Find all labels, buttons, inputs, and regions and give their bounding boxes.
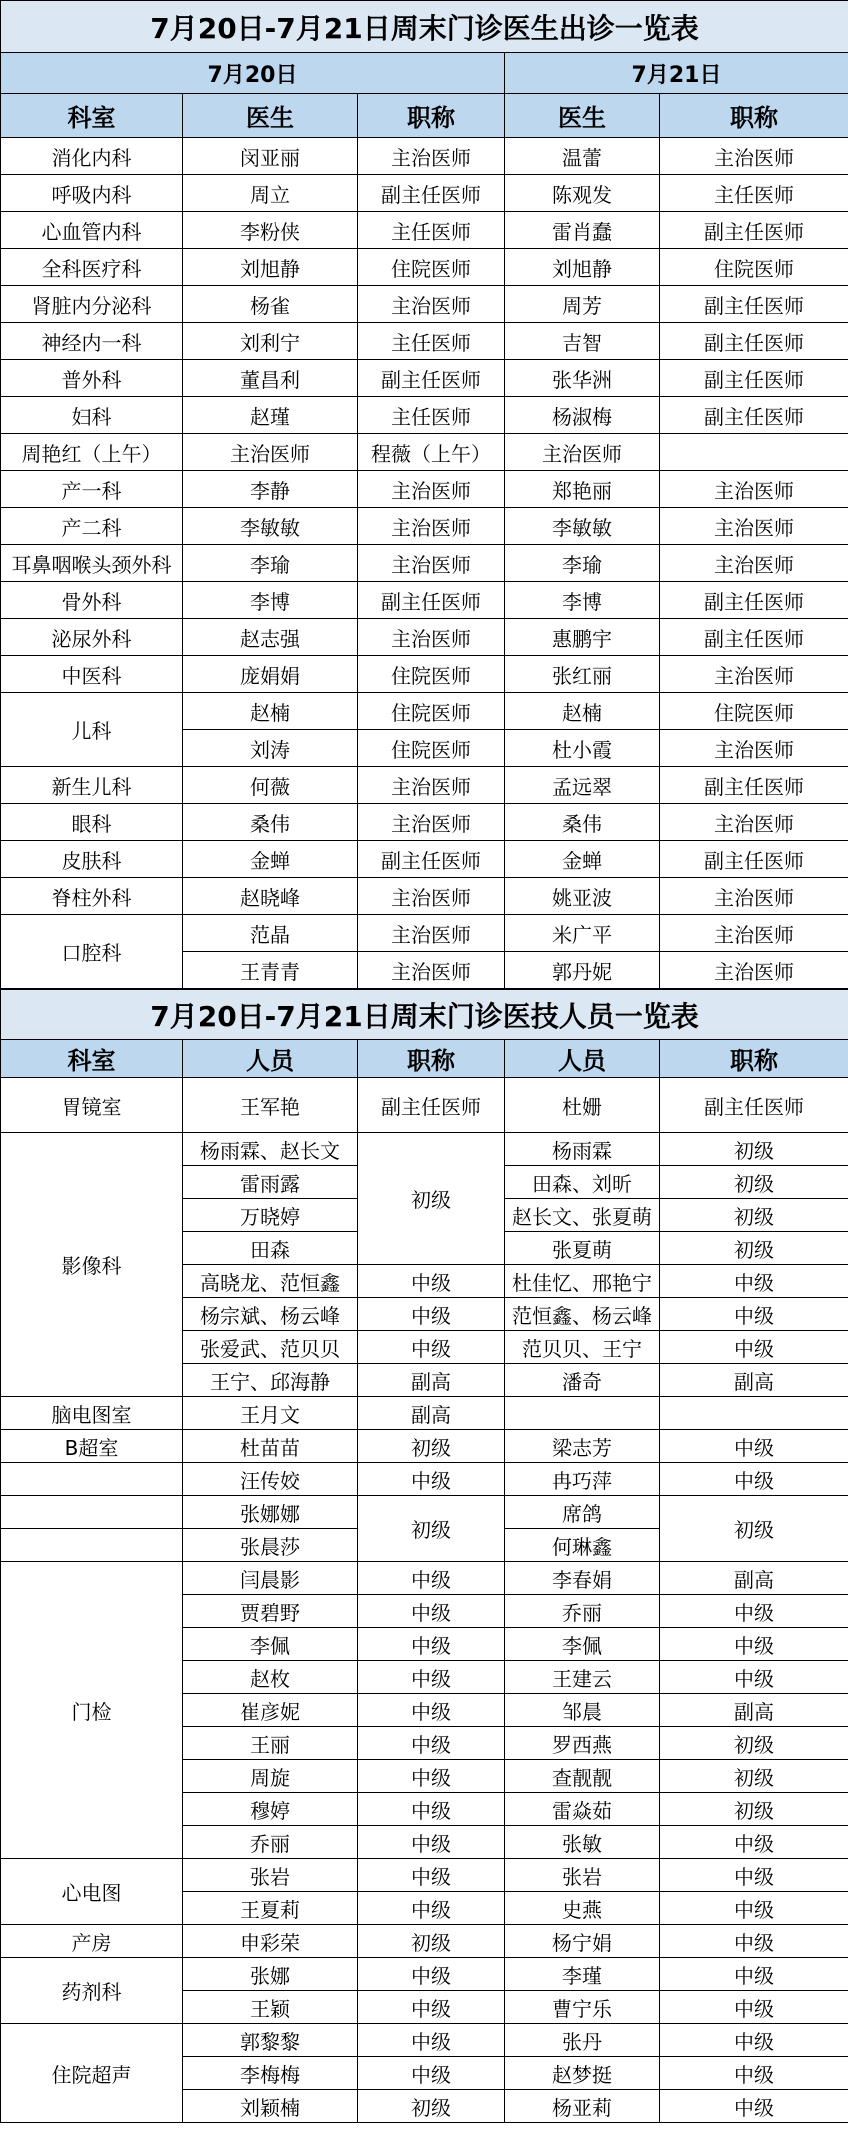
cell-title-day1: 主治医师 — [358, 915, 505, 952]
cell-title-day2: 初级 — [660, 1793, 848, 1826]
cell-person-day2: 吉智 — [505, 323, 660, 360]
cell-title-day1: 主治医师 — [358, 508, 505, 545]
cell-person-day1: 田森 — [183, 1232, 358, 1265]
cell-person-day1: 赵瑾 — [183, 397, 358, 434]
cell-person-day1: 金蝉 — [183, 841, 358, 878]
cell-dept: 门检 — [1, 1562, 183, 1859]
cell-dept: 产一科 — [1, 471, 183, 508]
cell-person-day1: 王颖 — [183, 1991, 358, 2024]
cell-title-day2: 中级 — [660, 1430, 848, 1463]
cell-dept: 儿科 — [1, 693, 183, 767]
cell-dept: 脑电图室 — [1, 1397, 183, 1430]
table-row — [1, 878, 848, 915]
cell-title-day2: 主治医师 — [660, 952, 848, 989]
cell-person-day2: 李瑾 — [505, 1958, 660, 1991]
cell-title-day1: 住院医师 — [358, 249, 505, 286]
table-row — [1, 323, 848, 360]
cell-person-day2: 桑伟 — [505, 804, 660, 841]
cell-person-day2: 曹宁乐 — [505, 1991, 660, 2024]
cell-title-day1: 中级 — [358, 1859, 505, 1892]
day1-header: 7月20日 — [1, 53, 505, 94]
cell-person-day1: 高晓龙、范恒鑫 — [183, 1265, 358, 1298]
table-row — [1, 397, 848, 434]
cell-person-day2: 李敏敏 — [505, 508, 660, 545]
cell-title-day1: 主任医师 — [358, 397, 505, 434]
cell-title-day2: 住院医师 — [660, 693, 848, 730]
cell-person-day2: 金蝉 — [505, 841, 660, 878]
cell-person-day2: 邹晨 — [505, 1694, 660, 1727]
cell-person-day1: 贾碧野 — [183, 1595, 358, 1628]
cell-title-day1: 主治医师 — [358, 952, 505, 989]
cell-person-day2: 杨雨霖 — [505, 1133, 660, 1166]
cell-title-day2 — [660, 1397, 848, 1430]
cell-title-day2: 中级 — [660, 1595, 848, 1628]
cell-title-day1: 中级 — [358, 1661, 505, 1694]
cell-title-day2: 初级 — [660, 1496, 848, 1562]
cell-person-day2: 郑艳丽 — [505, 471, 660, 508]
cell-person-day2: 赵长文、张夏萌 — [505, 1199, 660, 1232]
cell-person-day1: 董昌利 — [183, 360, 358, 397]
doctors-column-headers — [1, 94, 848, 138]
cell-person-day2: 张敏 — [505, 1826, 660, 1859]
table-row — [1, 804, 848, 841]
cell-title-day2: 副主任医师 — [660, 1078, 848, 1133]
cell-person-day1: 崔彦妮 — [183, 1694, 358, 1727]
cell-person-day1: 庞娟娟 — [183, 656, 358, 693]
cell-title-day1: 主治医师 — [358, 878, 505, 915]
cell-title-day2: 主治医师 — [660, 545, 848, 582]
cell-person-day1: 闫晨影 — [183, 1562, 358, 1595]
cell-dept: 肾脏内分泌科 — [1, 286, 183, 323]
cell-person-day2: 陈观发 — [505, 175, 660, 212]
cell-person-day2: 潘奇 — [505, 1364, 660, 1397]
cell-person-day2: 郭丹妮 — [505, 952, 660, 989]
cell-dept: 骨外科 — [1, 582, 183, 619]
cell-title-day1: 副主任医师 — [358, 841, 505, 878]
cell-person-day2: 张华洲 — [505, 360, 660, 397]
cell-title-day2: 副主任医师 — [660, 286, 848, 323]
cell-title-day2: 主治医师 — [505, 434, 660, 471]
cell-title-day1: 住院医师 — [358, 656, 505, 693]
cell-title-day2: 中级 — [660, 1265, 848, 1298]
cell-title-day2: 主治医师 — [660, 471, 848, 508]
cell-title-day2: 主治医师 — [660, 656, 848, 693]
cell-title-day1: 中级 — [358, 1562, 505, 1595]
cell-dept: 神经内一科 — [1, 323, 183, 360]
cell-title-day2: 主任医师 — [660, 175, 848, 212]
table-row — [1, 249, 848, 286]
table-row — [1, 767, 848, 804]
cell-dept: 影像科 — [1, 1133, 183, 1397]
cell-title-day1: 主治医师 — [358, 471, 505, 508]
table-row — [1, 1078, 848, 1133]
cell-title-day2: 中级 — [660, 1463, 848, 1496]
cell-title-day1: 中级 — [358, 1991, 505, 2024]
col-header-title-day2: 职称 — [660, 94, 848, 138]
cell-title-day1: 中级 — [358, 1958, 505, 1991]
cell-person-day2: 杜姗 — [505, 1078, 660, 1133]
cell-person-day1: 桑伟 — [183, 804, 358, 841]
cell-person-day2: 姚亚波 — [505, 878, 660, 915]
cell-person-day2: 周芳 — [505, 286, 660, 323]
cell-dept: 药剂科 — [1, 1958, 183, 2024]
cell-person-day2: 雷肖蠢 — [505, 212, 660, 249]
cell-person-day2: 赵楠 — [505, 693, 660, 730]
cell-dept: 住院超声 — [1, 2024, 183, 2123]
table-row — [1, 656, 848, 693]
cell-title-day2: 副主任医师 — [660, 212, 848, 249]
cell-person-day1: 穆婷 — [183, 1793, 358, 1826]
cell-title-day2: 副主任医师 — [660, 397, 848, 434]
cell-title-day2: 中级 — [660, 2057, 848, 2090]
cell-person-day1: 张岩 — [183, 1859, 358, 1892]
col-header-staff-day1: 人员 — [183, 1040, 358, 1078]
cell-person-day2: 杜佳忆、邢艳宁 — [505, 1265, 660, 1298]
cell-title-day2: 副主任医师 — [660, 360, 848, 397]
cell-person-day2: 温蕾 — [505, 138, 660, 175]
cell-title-day2: 中级 — [660, 1859, 848, 1892]
cell-person-day2: 乔丽 — [505, 1595, 660, 1628]
cell-person-day2: 赵梦挺 — [505, 2057, 660, 2090]
cell-title-day1: 主治医师 — [358, 619, 505, 656]
cell-person-day2: 李佩 — [505, 1628, 660, 1661]
cell-dept: 口腔科 — [1, 915, 183, 989]
cell-dept: 普外科 — [1, 360, 183, 397]
cell-person-day1: 周艳红（上午） — [1, 434, 183, 471]
cell-title-day1: 中级 — [358, 2057, 505, 2090]
table-row — [1, 545, 848, 582]
cell-title-day2: 主治医师 — [660, 730, 848, 767]
cell-title-day1: 主治医师 — [358, 286, 505, 323]
cell-person-day2: 史燕 — [505, 1892, 660, 1925]
cell-person-day1: 赵枚 — [183, 1661, 358, 1694]
cell-title-day1: 主任医师 — [358, 323, 505, 360]
cell-title-day2: 副主任医师 — [660, 767, 848, 804]
table-row — [1, 582, 848, 619]
table-row — [1, 508, 848, 545]
cell-title-day2: 初级 — [660, 1199, 848, 1232]
cell-title-day2: 副主任医师 — [660, 841, 848, 878]
table-row — [1, 915, 848, 952]
col-header-title-day1: 职称 — [358, 94, 505, 138]
cell-title-day2: 中级 — [660, 1958, 848, 1991]
cell-title-day2: 副主任医师 — [660, 323, 848, 360]
cell-person-day2: 张夏萌 — [505, 1232, 660, 1265]
cell-title-day2: 中级 — [660, 2090, 848, 2123]
cell-title-day2: 主治医师 — [660, 138, 848, 175]
cell-person-day1: 杨雨霖、赵长文 — [183, 1133, 358, 1166]
cell-dept: 胃镜室 — [1, 1078, 183, 1133]
cell-title-day1: 初级 — [358, 1496, 505, 1562]
table-row — [1, 138, 848, 175]
col-header-title-day2: 职称 — [660, 1040, 848, 1078]
cell-dept: 中医科 — [1, 656, 183, 693]
cell-title-day1: 中级 — [358, 1628, 505, 1661]
cell-title-day1: 副主任医师 — [358, 175, 505, 212]
cell-person-day2: 孟远翠 — [505, 767, 660, 804]
cell-title-day1: 主治医师 — [358, 804, 505, 841]
table-row — [1, 1397, 848, 1430]
cell-person-day1: 李敏敏 — [183, 508, 358, 545]
table-row — [1, 1925, 848, 1958]
cell-person-day1: 张爱武、范贝贝 — [183, 1331, 358, 1364]
cell-person-day2: 罗西燕 — [505, 1727, 660, 1760]
cell-person-day2: 范贝贝、王宁 — [505, 1331, 660, 1364]
cell-person-day2: 杨宁娟 — [505, 1925, 660, 1958]
cell-title-day1: 住院医师 — [358, 730, 505, 767]
cell-person-day1: 王丽 — [183, 1727, 358, 1760]
cell-title-day1: 副主任医师 — [358, 1078, 505, 1133]
cell-dept: 全科医疗科 — [1, 249, 183, 286]
cell-title-day2: 中级 — [660, 1991, 848, 2024]
cell-title-day1: 主治医师 — [358, 767, 505, 804]
cell-person-day1: 刘利宁 — [183, 323, 358, 360]
cell-person-day1: 杨宗斌、杨云峰 — [183, 1298, 358, 1331]
cell-person-day1: 王军艳 — [183, 1078, 358, 1133]
cell-person-day2: 李春娟 — [505, 1562, 660, 1595]
doctors-table-title: 7月20日-7月21日周末门诊医生出诊一览表 — [1, 1, 848, 53]
tech-staff-table — [0, 989, 848, 2123]
cell-person-day2: 惠鹏宇 — [505, 619, 660, 656]
cell-title-day1: 中级 — [358, 1298, 505, 1331]
cell-title-day2: 副高 — [660, 1694, 848, 1727]
cell-person-day2: 席鸽 — [505, 1496, 660, 1529]
table-row — [1, 1958, 848, 1991]
cell-person-day2: 杨亚莉 — [505, 2090, 660, 2123]
cell-person-day1: 刘涛 — [183, 730, 358, 767]
cell-title-day1: 中级 — [358, 1727, 505, 1760]
table-row — [1, 1430, 848, 1463]
table-row — [1, 212, 848, 249]
cell-dept: 耳鼻咽喉头颈外科 — [1, 545, 183, 582]
table-row — [1, 175, 848, 212]
cell-title-day1: 初级 — [358, 2090, 505, 2123]
cell-title-day2: 主治医师 — [660, 878, 848, 915]
cell-title-day1: 中级 — [358, 1760, 505, 1793]
cell-person-day2: 范恒鑫、杨云峰 — [505, 1298, 660, 1331]
cell-title-day2: 中级 — [660, 1331, 848, 1364]
cell-person-day1: 赵楠 — [183, 693, 358, 730]
table-row — [1, 286, 848, 323]
cell-person-day1: 何薇 — [183, 767, 358, 804]
cell-title-day2: 住院医师 — [660, 249, 848, 286]
cell-title-day1: 中级 — [358, 1331, 505, 1364]
cell-dept: 妇科 — [1, 397, 183, 434]
cell-person-day2: 李瑜 — [505, 545, 660, 582]
cell-title-day1: 中级 — [358, 1463, 505, 1496]
cell-title-day2: 初级 — [660, 1166, 848, 1199]
cell-person-day1: 李粉侠 — [183, 212, 358, 249]
cell-dept — [1, 1529, 183, 1562]
cell-title-day1: 主治医师 — [358, 138, 505, 175]
cell-person-day1: 刘旭静 — [183, 249, 358, 286]
table-row — [1, 1133, 848, 1166]
cell-person-day1: 申彩荣 — [183, 1925, 358, 1958]
doctors-schedule-table — [0, 0, 848, 989]
cell-title-day2: 主治医师 — [660, 508, 848, 545]
table-row — [1, 619, 848, 656]
cell-dept: 新生儿科 — [1, 767, 183, 804]
cell-title-day1: 中级 — [358, 2024, 505, 2057]
cell-person-day2: 梁志芳 — [505, 1430, 660, 1463]
cell-person-day2: 何琳鑫 — [505, 1529, 660, 1562]
cell-title-day1: 初级 — [358, 1133, 505, 1265]
cell-title-day1: 初级 — [358, 1430, 505, 1463]
cell-title-day1: 中级 — [358, 1694, 505, 1727]
cell-person-day1: 雷雨露 — [183, 1166, 358, 1199]
table-row — [1, 1562, 848, 1595]
day2-header: 7月21日 — [505, 53, 848, 94]
cell-title-day2: 中级 — [660, 2024, 848, 2057]
cell-dept: 产二科 — [1, 508, 183, 545]
cell-person-day2: 张红丽 — [505, 656, 660, 693]
cell-dept: 脊柱外科 — [1, 878, 183, 915]
cell-person-day1: 汪传姣 — [183, 1463, 358, 1496]
cell-person-day2: 张岩 — [505, 1859, 660, 1892]
table-row — [1, 1859, 848, 1892]
table-row — [1, 434, 848, 471]
cell-person-day2: 张丹 — [505, 2024, 660, 2057]
cell-person-day2: 李博 — [505, 582, 660, 619]
table-row — [1, 360, 848, 397]
tech-table-title: 7月20日-7月21日周末门诊医技人员一览表 — [1, 990, 848, 1040]
cell-person-day1: 乔丽 — [183, 1826, 358, 1859]
table-row — [1, 1463, 848, 1496]
cell-person-day1: 张娜娜 — [183, 1496, 358, 1529]
cell-person-day2: 程薇（上午） — [358, 434, 505, 471]
col-header-dept: 科室 — [1, 1040, 183, 1078]
cell-title-day1: 中级 — [358, 1826, 505, 1859]
cell-dept — [1, 1496, 183, 1529]
col-header-doctor-day2: 医生 — [505, 94, 660, 138]
cell-title-day2: 中级 — [660, 1892, 848, 1925]
cell-title-day2: 中级 — [660, 1298, 848, 1331]
cell-person-day1: 赵志强 — [183, 619, 358, 656]
cell-person-day1: 周旋 — [183, 1760, 358, 1793]
cell-title-day1: 中级 — [358, 1892, 505, 1925]
col-header-title-day1: 职称 — [358, 1040, 505, 1078]
col-header-staff-day2: 人员 — [505, 1040, 660, 1078]
cell-title-day1: 副高 — [358, 1397, 505, 1430]
cell-person-day2 — [505, 1397, 660, 1430]
cell-title-day2: 初级 — [660, 1232, 848, 1265]
cell-title-day2: 副主任医师 — [660, 582, 848, 619]
cell-title-day2: 主治医师 — [660, 804, 848, 841]
table-row — [1, 1496, 848, 1529]
cell-person-day1: 张娜 — [183, 1958, 358, 1991]
cell-person-day1: 王夏莉 — [183, 1892, 358, 1925]
cell-title-day1: 中级 — [358, 1595, 505, 1628]
cell-title-day1: 住院医师 — [358, 693, 505, 730]
cell-person-day2: 刘旭静 — [505, 249, 660, 286]
cell-title-day1: 中级 — [358, 1793, 505, 1826]
cell-dept: 心电图 — [1, 1859, 183, 1925]
cell-person-day2: 米广平 — [505, 915, 660, 952]
cell-title-day2: 主治医师 — [660, 915, 848, 952]
cell-person-day1: 周立 — [183, 175, 358, 212]
cell-person-day2: 雷焱茹 — [505, 1793, 660, 1826]
cell-person-day1: 李梅梅 — [183, 2057, 358, 2090]
cell-person-day2: 冉巧萍 — [505, 1463, 660, 1496]
cell-dept: 心血管内科 — [1, 212, 183, 249]
table-row — [1, 693, 848, 730]
cell-title-day1: 副主任医师 — [358, 582, 505, 619]
cell-title-day2: 副主任医师 — [660, 619, 848, 656]
cell-title-day2: 中级 — [660, 1826, 848, 1859]
cell-person-day1: 李佩 — [183, 1628, 358, 1661]
cell-title-day1: 中级 — [358, 1265, 505, 1298]
cell-person-day2: 查靓靓 — [505, 1760, 660, 1793]
cell-person-day1: 范晶 — [183, 915, 358, 952]
cell-title-day2: 中级 — [660, 1925, 848, 1958]
cell-person-day1: 杜苗苗 — [183, 1430, 358, 1463]
cell-title-day2: 中级 — [660, 1661, 848, 1694]
cell-person-day1: 李瑜 — [183, 545, 358, 582]
cell-person-day1: 郭黎黎 — [183, 2024, 358, 2057]
cell-dept: 产房 — [1, 1925, 183, 1958]
cell-dept: 皮肤科 — [1, 841, 183, 878]
cell-person-day1: 李静 — [183, 471, 358, 508]
cell-person-day1: 杨雀 — [183, 286, 358, 323]
cell-person-day1: 闵亚丽 — [183, 138, 358, 175]
cell-dept: 眼科 — [1, 804, 183, 841]
col-header-dept: 科室 — [1, 94, 183, 138]
cell-title-day1: 副高 — [358, 1364, 505, 1397]
cell-person-day1: 李博 — [183, 582, 358, 619]
cell-person-day1: 王月文 — [183, 1397, 358, 1430]
cell-person-day2: 杨淑梅 — [505, 397, 660, 434]
cell-dept: B超室 — [1, 1430, 183, 1463]
cell-dept: 泌尿外科 — [1, 619, 183, 656]
col-header-doctor-day1: 医生 — [183, 94, 358, 138]
cell-dept: 消化内科 — [1, 138, 183, 175]
cell-title-day2: 初级 — [660, 1727, 848, 1760]
cell-person-day1: 万晓婷 — [183, 1199, 358, 1232]
cell-person-day2: 田森、刘昕 — [505, 1166, 660, 1199]
cell-title-day1: 主治医师 — [183, 434, 358, 471]
table-row — [1, 2024, 848, 2057]
cell-person-day1: 张晨莎 — [183, 1529, 358, 1562]
cell-title-day2: 中级 — [660, 1628, 848, 1661]
cell-person-day1: 王青青 — [183, 952, 358, 989]
cell-title-day1: 副主任医师 — [358, 360, 505, 397]
cell-dept: 呼吸内科 — [1, 175, 183, 212]
cell-dept — [1, 1463, 183, 1496]
cell-person-day1: 赵晓峰 — [183, 878, 358, 915]
cell-title-day1: 主任医师 — [358, 212, 505, 249]
cell-title-day2: 初级 — [660, 1760, 848, 1793]
cell-person-day2: 杜小霞 — [505, 730, 660, 767]
cell-person-day2: 王建云 — [505, 1661, 660, 1694]
table-row — [1, 471, 848, 508]
cell-title-day2: 副高 — [660, 1562, 848, 1595]
cell-person-day1: 王宁、邱海静 — [183, 1364, 358, 1397]
tech-column-headers — [1, 1040, 848, 1078]
cell-title-day1: 初级 — [358, 1925, 505, 1958]
cell-person-day1: 刘颖楠 — [183, 2090, 358, 2123]
cell-title-day1: 主治医师 — [358, 545, 505, 582]
cell-title-day2: 副高 — [660, 1364, 848, 1397]
table-row — [1, 841, 848, 878]
cell-title-day2: 初级 — [660, 1133, 848, 1166]
